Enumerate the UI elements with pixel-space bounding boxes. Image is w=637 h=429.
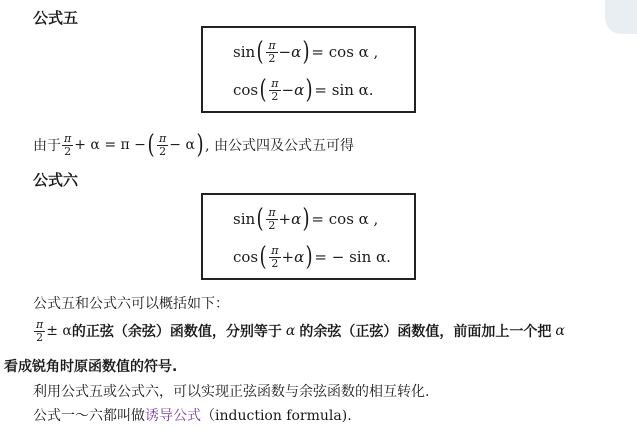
heading-formula-6: 公式六: [33, 171, 79, 189]
formula-6-line-2: cos ( $\frac{\pi}{2}$ + α ) = − sin α.: [233, 242, 391, 272]
pi-over-2: $\frac{\pi}{2}$: [271, 76, 279, 103]
rhs: = cos α ,: [311, 43, 379, 61]
conversion-line: 利用公式五或公式六，可以实现正弦函数与余弦函数的相互转化.: [33, 384, 430, 400]
conclusion-line: 公式一～六都叫做诱导公式（induction formula).: [33, 408, 352, 424]
formula-5-box: [201, 26, 416, 113]
page-corner-decoration: [605, 0, 637, 34]
formula-5-line-2: cos ( $\frac{\pi}{2}$ − α ) = sin α.: [233, 75, 374, 105]
heading-formula-5: 公式五: [33, 9, 79, 27]
formula-5-line-1: sin ( $\frac{\pi}{2}$ − α ) = cos α ,: [233, 37, 379, 67]
term-induction-formula[interactable]: 诱导公式: [145, 408, 201, 424]
fn: sin: [233, 43, 256, 61]
summary-intro: 公式五和公式六可以概括如下：: [33, 296, 229, 312]
formula-6-box: [201, 193, 416, 280]
summary-line-1: $\frac{\pi}{2}$ ± α 的正弦（余弦）函数值，分别等于 α 的余弦（正弦）函数值，前面加上一个把 α: [36, 317, 565, 344]
pi-over-2: $\frac{\pi}{2}$: [268, 38, 276, 65]
summary-line-2: 看成锐角时原函数值的符号.: [4, 359, 178, 375]
derivation-line: 由于 $\frac{\pi}{2}$ + α = π − ( $\frac{\pi}{2}$ − α ) , 由公式四及公式五可得: [33, 130, 354, 160]
formula-6-line-1: sin ( $\frac{\pi}{2}$ + α ) = cos α ,: [233, 204, 379, 234]
